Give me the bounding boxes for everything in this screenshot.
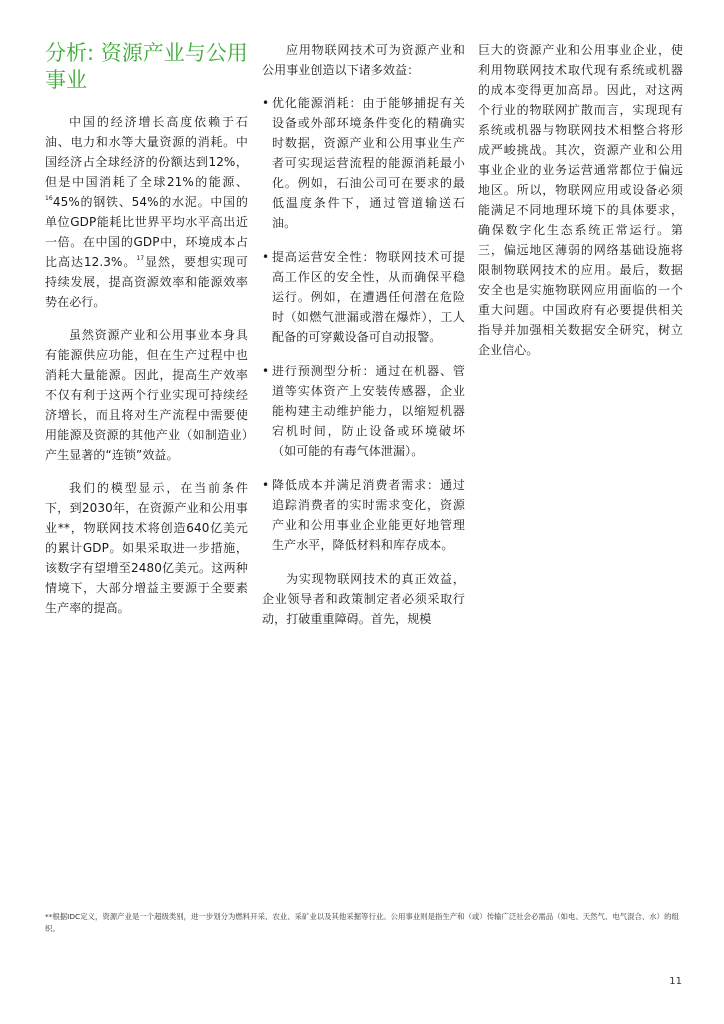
section-title: 分析: 资源产业与公用事业 [45, 41, 248, 92]
paragraph-1-text-a: 中国的经济增长高度依赖于石油、电力和水等大量资源的消耗。中国经济占全球经济的份额达到12%，但是中国消耗了全球21%的能源、 [45, 115, 248, 189]
paragraph-1-text-b: 45%的钢铁、54%的水泥。中国的单位GDP能耗比世界平均水平高出近一倍。在中国的GDP中，环境成本占比高达12.3%。 [45, 195, 248, 269]
bullet-icon: • [262, 364, 270, 378]
continuation-paragraph: 巨大的资源产业和公用事业企业，使利用物联网技术取代现有系统或机器的成本变得更加高昂。因此，对这两个行业的物联网扩散而言，实现现有系统或机器与物联网技术相整合将形成严峻挑战。其次，资源产业和公用事业企业的业务运营通常都位于偏远地区。所以，物联网应用或设备必须能满足不同地理环境下的具体要求，确保数字化生态系统正常运行。第三，偏远地区薄弱的网络基础设施将限制物联网技术的应用。最后，数据安全也是实施物联网应用面临的一个重大问题。中国政府有必要提供相关指导并加强相关数据安全研究，树立企业信心。 [478, 43, 683, 357]
list-item [262, 475, 465, 555]
footnote-ref-17: 17 [136, 255, 145, 262]
list-item-text: 优化能源消耗：由于能够捕捉有关设备或外部环境条件变化的精确实时数据，资源产业和公用事业生产者可实现运营流程的能源消耗最小化。例如，石油公司可在要求的最低温度条件下，通过管道输送石油。 [272, 96, 465, 230]
column-2 [262, 40, 465, 642]
paragraph-3: 我们的模型显示，在当前条件下，到2030年，在资源产业和公用事业**，物联网技术将创造640亿美元的累计GDP。如果采取进一步措施，该数字有望增至2480亿美元。这两种情境下，大部分增益主要源于全要素生产率的提高。 [45, 481, 248, 615]
list-item [262, 247, 465, 347]
bullet-icon: • [262, 250, 270, 264]
paragraph-1 [45, 112, 248, 312]
page-number: 11 [669, 976, 682, 987]
benefits-intro: 应用物联网技术可为资源产业和公用事业创造以下诸多效益： [262, 43, 465, 77]
list-item [262, 93, 465, 233]
column-3 [478, 40, 683, 373]
paragraph-2: 虽然资源产业和公用事业本身具有能源供应功能，但在生产过程中也消耗大量能源。因此，提高生产效率不仅有利于这两个行业实现可持续经济增长，而且将对生产流程中需要使用能源及资源的其他产业（如制造业）产生显著的“连锁”效益。 [45, 328, 248, 462]
closing-paragraph: 为实现物联网技术的真正效益，企业领导者和政策制定者必须采取行动，打破重重障碍。首先，规模 [262, 572, 465, 626]
paragraph-1-text-c: 显然，要想实现可持续发展，提高资源效率和能源效率势在必行。 [45, 255, 248, 309]
list-item-text: 提高运营安全性：物联网技术可提高工作区的安全性，从而确保平稳运行。例如，在遭遇任何潜在危险时（如燃气泄漏或潜在爆炸），工人配备的可穿戴设备可自动报警。 [272, 250, 465, 344]
list-item [262, 361, 465, 461]
footnote-ref-16: 16 [45, 195, 53, 202]
bullet-icon: • [262, 478, 270, 492]
list-item-text: 降低成本并满足消费者需求：通过追踪消费者的实时需求变化，资源产业和公用事业企业能更好地管理生产水平，降低材料和库存成本。 [272, 478, 465, 552]
footnote: **根据IDC定义，资源产业是一个超级类别，进一步划分为燃料开采、农业、采矿业以及其他采掘等行业。公用事业则是指生产和（或）传输广泛社会必需品（如电、天然气、电气混合、水）的组织。 [45, 912, 679, 933]
list-item-text: 进行预测型分析：通过在机器、管道等实体资产上安装传感器，企业能构建主动维护能力，以缩短机器宕机时间，防止设备或环境破坏（如可能的有毒气体泄漏）。 [272, 364, 465, 458]
bullet-icon: • [262, 96, 270, 110]
benefits-list [262, 93, 465, 555]
column-1 [45, 40, 248, 631]
